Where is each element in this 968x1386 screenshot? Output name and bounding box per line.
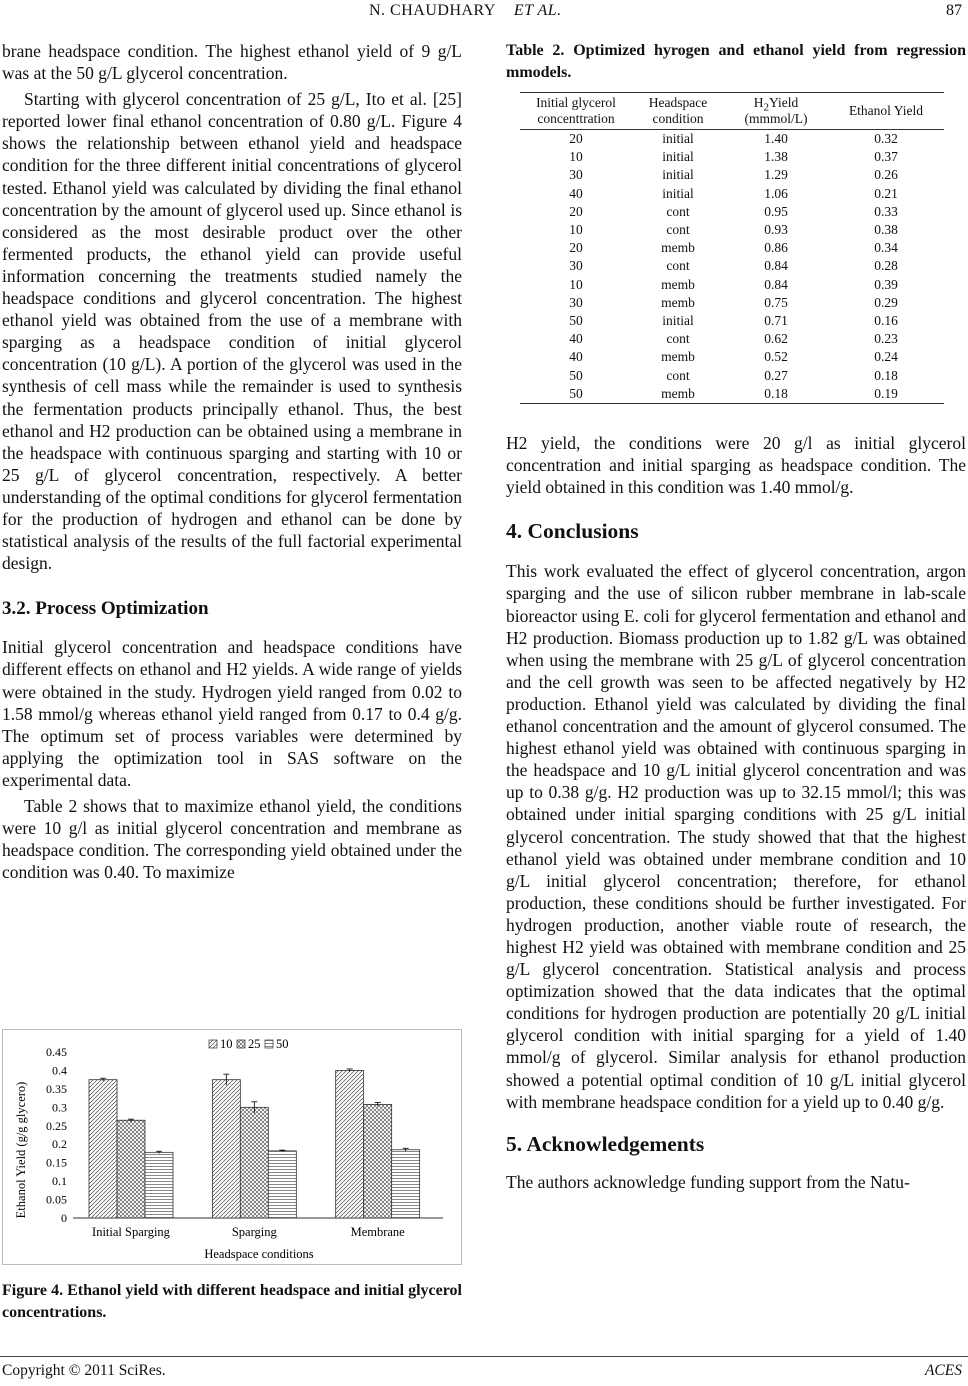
bar	[336, 1070, 364, 1218]
table-cell: cont	[666, 258, 690, 274]
table-row	[520, 276, 944, 294]
table-cell: initial	[662, 131, 694, 146]
table-cell: 1.40	[764, 131, 788, 146]
table-cell: 0.21	[874, 185, 898, 201]
table-row	[520, 239, 944, 257]
table-cell: cont	[666, 203, 690, 219]
table-cell: 0.19	[874, 385, 898, 401]
paragraph: Table 2 shows that to maximize ethanol yield, the conditions were 10 g/l as initial glycerol concentration and membrane as headspace condition. The corresponding yield obtained under the condition was 0.40. To maximize	[2, 796, 462, 883]
table-cell: 1.06	[764, 185, 788, 201]
paragraph: The authors acknowledge funding support from the Natu-	[506, 1171, 910, 1192]
left-column	[2, 40, 462, 883]
table-header: Initial glycerol concenttration	[536, 95, 616, 126]
figure-caption: Figure 4. Ethanol yield with different headspace and initial glycerol concentrations.	[2, 1282, 462, 1321]
bar	[268, 1151, 296, 1218]
table-cell: 10	[569, 276, 583, 292]
table-cell: 40	[569, 331, 583, 347]
table-cell: 0.29	[874, 294, 898, 310]
table-cell: 0.71	[764, 313, 788, 329]
table-row	[520, 185, 944, 203]
table-header: $H_2Yield$ (mmmol/L)	[744, 95, 808, 126]
bar	[89, 1080, 117, 1218]
x-tick-label: Sparging	[231, 1225, 277, 1239]
legend-label: 50	[276, 1037, 289, 1051]
legend-label: 25	[248, 1037, 261, 1051]
table-cell: initial	[662, 313, 694, 329]
table-cell: 0.93	[764, 222, 788, 238]
paragraph: Initial glycerol concentration and headspace conditions have different effects on ethanol and H2 yields. A wide range of yields were obtained in the study. Hydrogen yield ranged from 0.02 to 1.58 mmol/g whereas ethanol yield ranged from 0.17 to 0.4 g/g. The optimum set of process variables were determined by applying the optimization tool in SAS software on the experimental data.	[2, 637, 462, 790]
table-cell: 10	[569, 222, 583, 238]
table-cell: 50	[569, 367, 583, 383]
table-row	[520, 367, 944, 385]
table-cell: 1.29	[764, 167, 788, 183]
table-cell: 0.24	[874, 349, 898, 365]
table-cell: cont	[666, 331, 690, 347]
right-column	[506, 432, 966, 1193]
bar	[364, 1104, 392, 1218]
x-axis-label: Headspace conditions	[204, 1247, 314, 1261]
table-row	[520, 330, 944, 348]
legend-swatch	[237, 1040, 245, 1048]
table-cell: 0.33	[874, 203, 898, 219]
table-2	[520, 92, 944, 404]
table-cell: 20	[569, 240, 583, 256]
table-row	[520, 130, 944, 149]
table-cell: 20	[569, 131, 583, 146]
legend-swatch	[265, 1040, 273, 1048]
table-cell: 0.26	[874, 167, 898, 183]
table-cell: cont	[666, 222, 690, 238]
journal-name: ACES	[924, 1362, 962, 1379]
table-row	[520, 294, 944, 312]
y-tick-label: 0.3	[52, 1100, 67, 1115]
table-row	[520, 348, 944, 366]
table-cell: initial	[662, 167, 694, 183]
bar	[212, 1080, 240, 1218]
table-cell: 0.75	[764, 294, 788, 310]
y-tick-label: 0.45	[46, 1045, 67, 1059]
table-cell: memb	[661, 294, 695, 310]
table-header: Ethanol Yield	[848, 103, 924, 118]
table-cell: 0.37	[874, 149, 898, 165]
y-tick-label: 0.05	[46, 1192, 67, 1207]
table-cell: memb	[661, 240, 695, 256]
table-cell: 40	[569, 349, 583, 365]
y-tick-label: 0.2	[52, 1137, 67, 1152]
table-cell: 0.38	[874, 222, 898, 238]
table-row	[520, 257, 944, 275]
legend-swatch	[209, 1040, 217, 1048]
table-caption: Table 2. Optimized hyrogen and ethanol yield from regression mmodels.	[506, 42, 966, 81]
table-cell: 50	[569, 313, 583, 329]
table-cell: memb	[661, 276, 695, 292]
section-heading: 3.2. Process Optimization	[2, 598, 209, 620]
running-title: N. CHAUDHARY ET AL.	[369, 2, 562, 19]
paragraph: H2 yield, the conditions were 20 g/l as initial glycerol concentration and initial sparging as headspace condition. The yield obtained in this condition was 1.40 mmol/g.	[506, 433, 966, 498]
table-cell: 0.18	[764, 385, 788, 401]
table-cell: 0.32	[874, 131, 898, 146]
bar	[117, 1120, 145, 1218]
table-cell: 0.62	[764, 331, 788, 347]
table-cell: 50	[569, 385, 583, 401]
table-cell: cont	[666, 367, 690, 383]
table-cell: 30	[569, 258, 583, 274]
table-cell: 0.52	[764, 349, 788, 365]
table-cell: 0.27	[764, 367, 788, 383]
footer-rule	[0, 1356, 968, 1357]
table-row	[520, 166, 944, 184]
x-tick-label: Membrane	[350, 1225, 405, 1239]
table-cell: 0.84	[764, 276, 788, 292]
y-tick-label: 0.1	[52, 1174, 67, 1189]
table-cell: 30	[569, 167, 583, 183]
paragraph: brane headspace condition. The highest ethanol yield of 9 g/L was at the 50 g/L glycerol concentration.	[2, 41, 462, 84]
running-header	[0, 2, 968, 28]
paragraph: Starting with glycerol concentration of 25 g/L, Ito et al. [25] reported lower final ethanol concentration of 0.80 g/L. Figure 4 shows the relationship between ethanol yield and headspace condition for the three different initial concentrations of glycerol tested. Ethanol yield was calculated by dividing the final ethanol concentration by the amount of glycerol used up. Since ethanol is considered as the most desirable product over the other fermented products, the ethanol yield can provide useful information concerning the treatments studied namely the headspace conditions and glycerol concentration. The highest ethanol yield was obtained from the use of a membrane with sparging as a headspace condition of initial glycerol concentration (10 g/L). A portion of the glycerol was used in the synthesis of cell mass while the remainder is used to synthesis the fermentation products principally ethanol. Thus, the best ethanol and H2 production can be obtained using a membrane in the headspace with continuous sparging and starting with 10 or 25 g/L of glycerol concentration, respectively. A better understanding of the optimal conditions for glycerol fermentation for the production of hydrogen and ethanol can be done by statistical analysis of the results of the full factorial experimental design.	[2, 89, 462, 574]
x-tick-label: Initial Sparging	[92, 1225, 170, 1239]
table-cell: 0.95	[764, 203, 788, 219]
copyright: Copyright © 2011 SciRes.	[2, 1362, 166, 1379]
table-header: Headspace condition	[648, 95, 708, 126]
table-cell: 20	[569, 203, 583, 219]
bar	[392, 1150, 420, 1218]
bar	[240, 1107, 268, 1218]
table-row	[520, 385, 944, 404]
table-cell: initial	[662, 185, 694, 201]
table-cell: initial	[662, 149, 694, 165]
table-cell: 10	[569, 149, 583, 165]
table-cell: 40	[569, 185, 583, 201]
y-tick-label: 0.4	[52, 1063, 67, 1078]
table-cell: 0.86	[764, 240, 788, 256]
bar-chart-svg	[3, 1030, 461, 1264]
paragraph: This work evaluated the effect of glycerol concentration, argon sparging and the use of silicon rubber membrane in lab-scale bioreactor using E. coli for glycerol fermentation and ethanol and H2 production. Biomass production up to 1.82 g/L was obtained when using the membrane with 25 g/L of glycerol concentration and the cell growth was seen to be affected negatively by H2 production. Ethanol yield was calculated by dividing the final ethanol concentration and the amount of glycerol consumed. The highest ethanol yield was obtained with continuous sparging in the headspace and 10 g/L initial glycerol concentration and was up to 0.38 g/g. H2 production was up to 32.15 mmol/l; this was obtained under initial sparging conditions with 25 g/L initial glycerol concentration. The study showed that that the highest ethanol yield was obtained under membrane condition and 10 g/L initial glycerol concentration; therefore, for ethanol production, these conditions should be further investigated. For hydrogen production, another viable route of research, the highest H2 yield was obtained with membrane condition and 25 g/L glycerol concentration. Statistical analysis and process optimization showed that the data indicates that the optimal conditions for hydrogen production are potentially 20 g/L initial glycerol condition with initial sparging for a yield of 1.40 mmol/g of glycerol. Similar analysis for ethanol production showed a potential optimal condition of 10 g/L initial glycerol with membrane headspace condition for a yield up to 0.40 g/g.	[506, 561, 966, 1112]
y-tick-label: 0.15	[46, 1155, 67, 1170]
table-cell: 30	[569, 294, 583, 310]
y-tick-label: 0.25	[46, 1118, 67, 1133]
bar	[145, 1152, 173, 1218]
section-heading: 4. Conclusions	[506, 519, 639, 544]
table-cell: 0.84	[764, 258, 788, 274]
table-row	[520, 203, 944, 221]
table-row	[520, 148, 944, 166]
figure-4-chart	[2, 1029, 462, 1265]
table-cell: memb	[661, 385, 695, 401]
page-number: 87	[946, 2, 962, 19]
table-row	[520, 221, 944, 239]
y-tick-label: 0	[61, 1211, 67, 1225]
table-cell: memb	[661, 349, 695, 365]
y-axis-label: Ethanol Yield (g/g glycero)	[14, 1081, 28, 1219]
table-cell: 0.28	[874, 258, 898, 274]
table-cell: 0.18	[874, 367, 898, 383]
table-cell: 0.34	[874, 240, 898, 256]
section-heading: 5. Acknowledgements	[506, 1131, 705, 1156]
table-cell: 1.38	[764, 149, 788, 165]
legend-label: 10	[220, 1037, 233, 1051]
table-cell: 0.39	[874, 276, 898, 292]
table-cell: 0.23	[874, 331, 898, 347]
y-tick-label: 0.35	[46, 1081, 67, 1096]
table-row	[520, 312, 944, 330]
table-cell: 0.16	[874, 313, 898, 329]
